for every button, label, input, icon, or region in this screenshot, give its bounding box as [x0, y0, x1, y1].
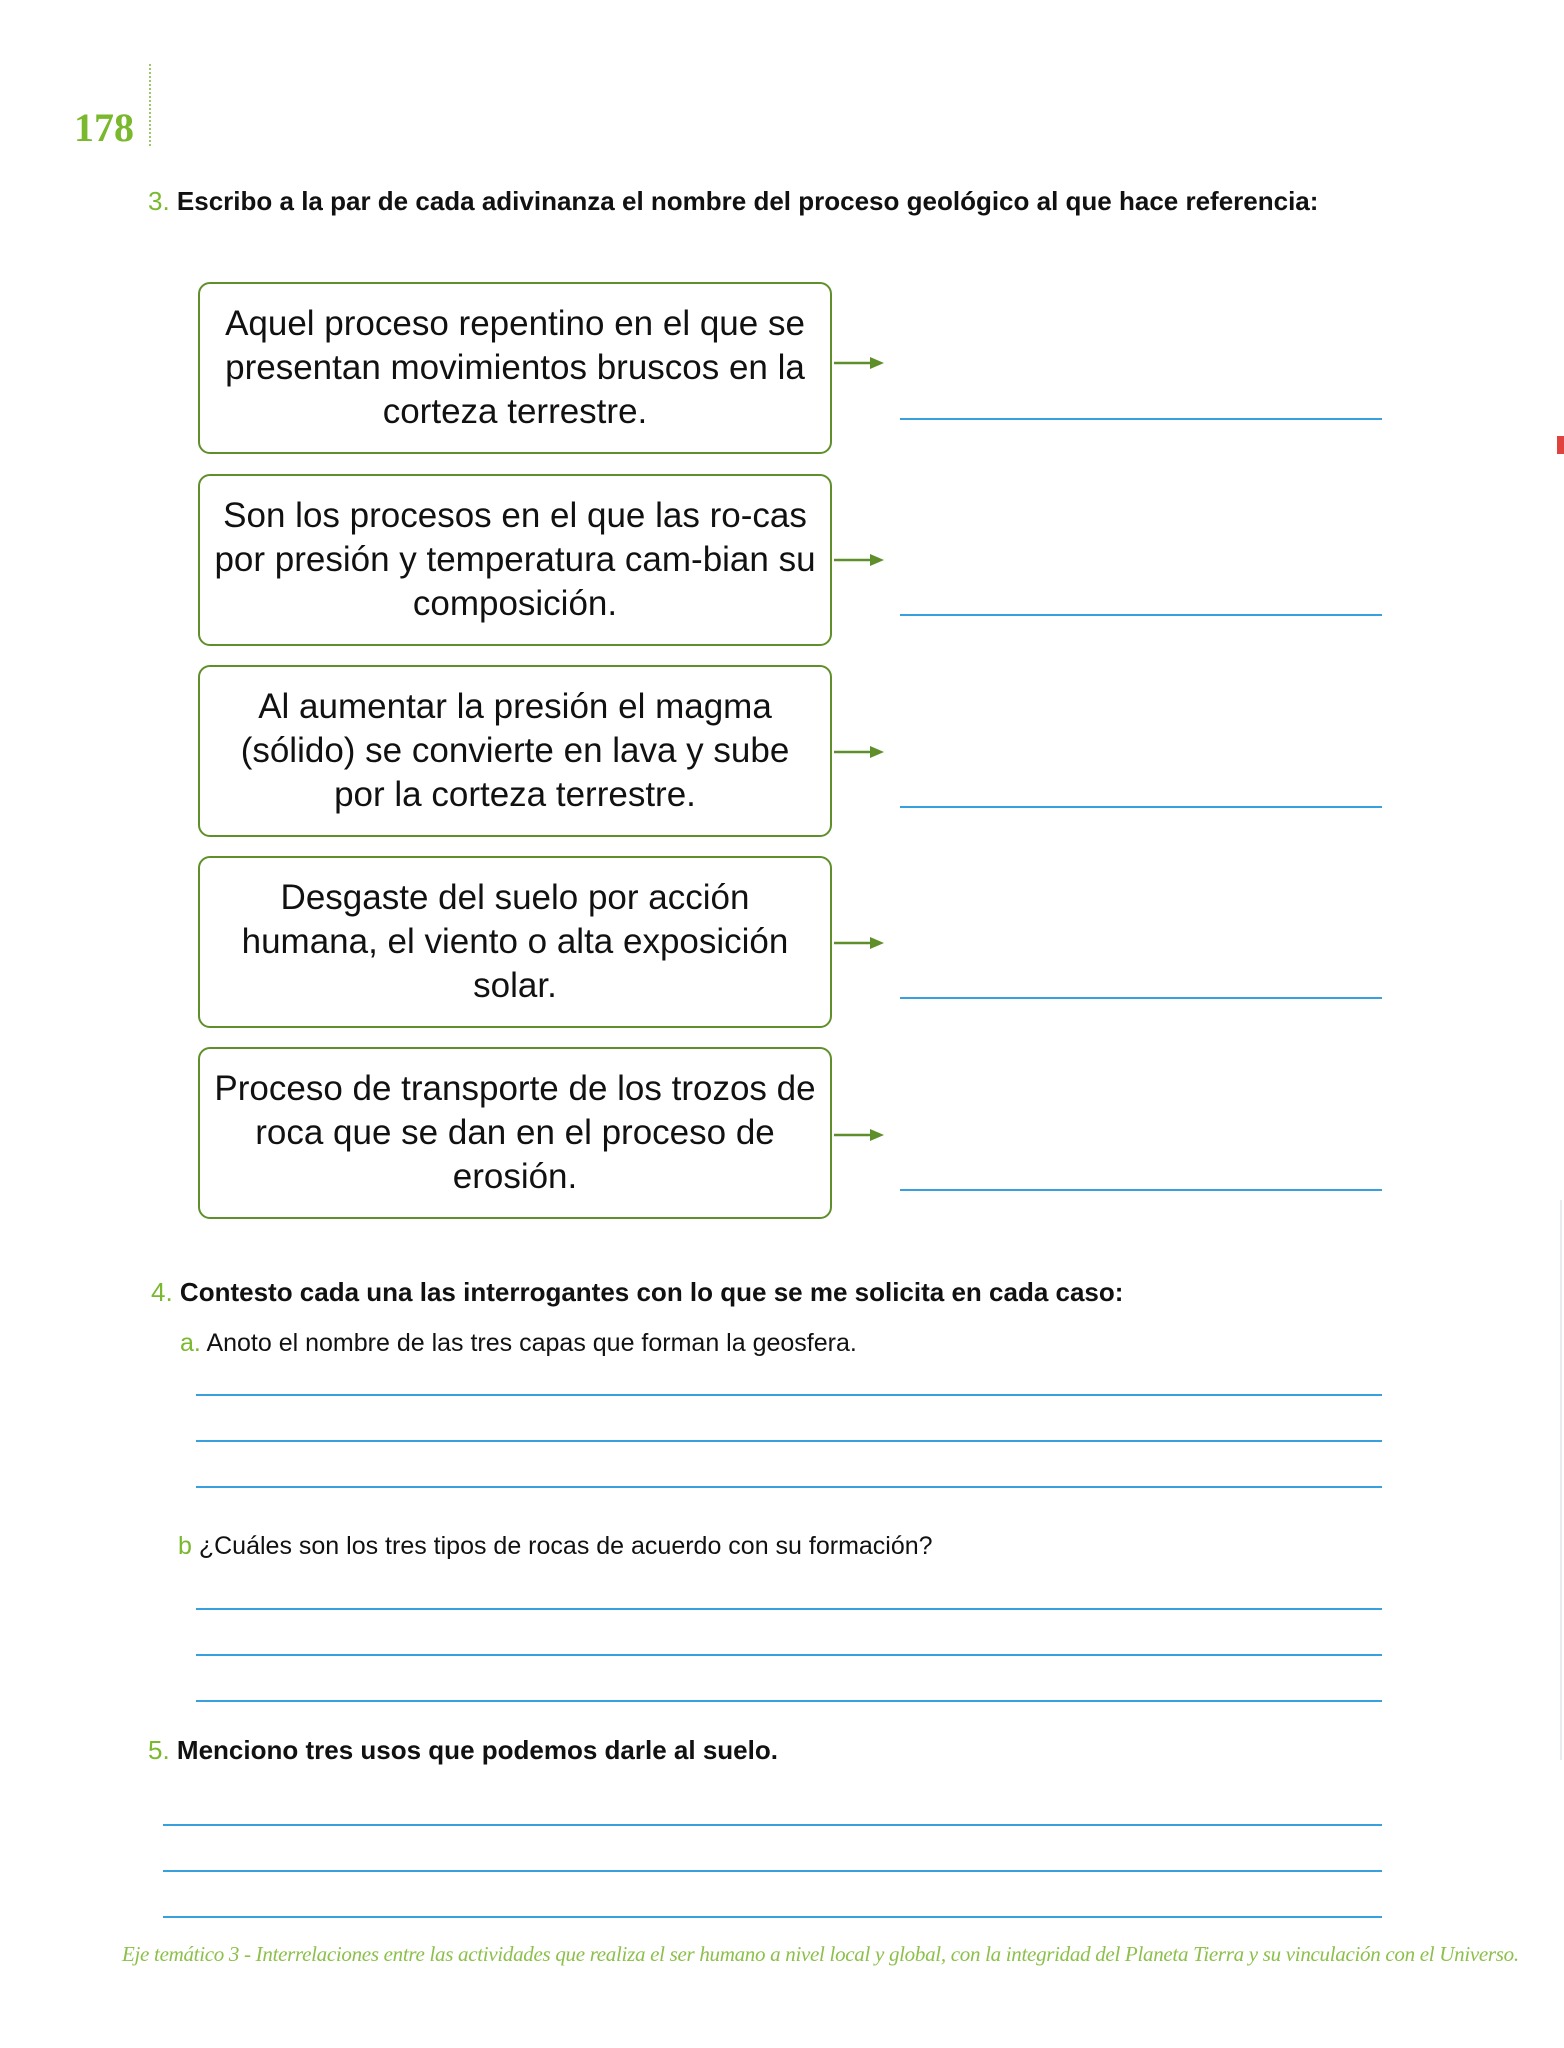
- question-5-text: Menciono tres usos que podemos darle al suelo.: [176, 1735, 778, 1765]
- arrow-right-icon: [834, 1127, 884, 1143]
- riddle-box-1: Aquel proceso repentino en el que se presentan movimientos bruscos en la corteza terrestre.: [198, 282, 832, 454]
- answer-line-4a-2[interactable]: [196, 1440, 1382, 1442]
- answer-line-5-3[interactable]: [163, 1916, 1382, 1918]
- answer-line-riddle-5[interactable]: [900, 1189, 1382, 1191]
- arrow-right-icon: [834, 744, 884, 760]
- question-5-number: 5.: [148, 1735, 170, 1765]
- answer-line-riddle-3[interactable]: [900, 806, 1382, 808]
- answer-line-riddle-1[interactable]: [900, 418, 1382, 420]
- question-4-text: Contesto cada una las interrogantes con lo que se me solicita en cada caso:: [179, 1277, 1124, 1307]
- arrow-right-icon: [834, 552, 884, 568]
- arrow-right-icon: [834, 935, 884, 951]
- footer-theme-axis: Eje temático 3 - Interrelaciones entre las actividades que realiza el ser humano a nivel local y global, con la integridad del Planeta Tierra y su vinculación con el Universo.: [122, 1942, 1519, 1966]
- riddle-box-2: Son los procesos en el que las ro-cas por presión y temperatura cam-bian su composición.: [198, 474, 832, 646]
- answer-line-4b-1[interactable]: [196, 1608, 1382, 1610]
- question-4a: [180, 1329, 857, 1358]
- question-3-number: 3.: [148, 186, 170, 216]
- question-5: [148, 1735, 778, 1766]
- riddle-box-4: Desgaste del suelo por acción humana, el viento o alta exposición solar.: [198, 856, 832, 1028]
- question-4b: [178, 1532, 933, 1561]
- answer-line-4a-1[interactable]: [196, 1394, 1382, 1396]
- question-3-text: Escribo a la par de cada adivinanza el nombre del proceso geológico al que hace referencia:: [176, 186, 1319, 216]
- riddle-box-5: Proceso de transporte de los trozos de roca que se dan en el proceso de erosión.: [198, 1047, 832, 1219]
- answer-line-4b-3[interactable]: [196, 1700, 1382, 1702]
- page-number: 178: [74, 105, 134, 150]
- question-3: [148, 186, 1318, 217]
- riddle-box-3: Al aumentar la presión el magma (sólido) se convierte en lava y sube por la corteza terrestre.: [198, 665, 832, 837]
- answer-line-5-2[interactable]: [163, 1870, 1382, 1872]
- answer-line-5-1[interactable]: [163, 1824, 1382, 1826]
- arrow-right-icon: [834, 355, 884, 371]
- answer-line-riddle-2[interactable]: [900, 614, 1382, 616]
- answer-line-4b-2[interactable]: [196, 1654, 1382, 1656]
- question-4a-text: Anoto el nombre de las tres capas que forman la geosfera.: [206, 1329, 857, 1357]
- question-4: [151, 1277, 1123, 1308]
- question-4b-text: ¿Cuáles son los tres tipos de rocas de acuerdo con su formación?: [198, 1532, 933, 1560]
- question-4b-label: b: [178, 1532, 192, 1560]
- question-4-number: 4.: [151, 1277, 173, 1307]
- answer-line-4a-3[interactable]: [196, 1486, 1382, 1488]
- question-4a-label: a.: [180, 1329, 201, 1357]
- answer-line-riddle-4[interactable]: [900, 997, 1382, 999]
- edge-tab-marker: [1557, 436, 1564, 454]
- edge-shadow: [1560, 1200, 1562, 1760]
- margin-rule: [149, 64, 151, 146]
